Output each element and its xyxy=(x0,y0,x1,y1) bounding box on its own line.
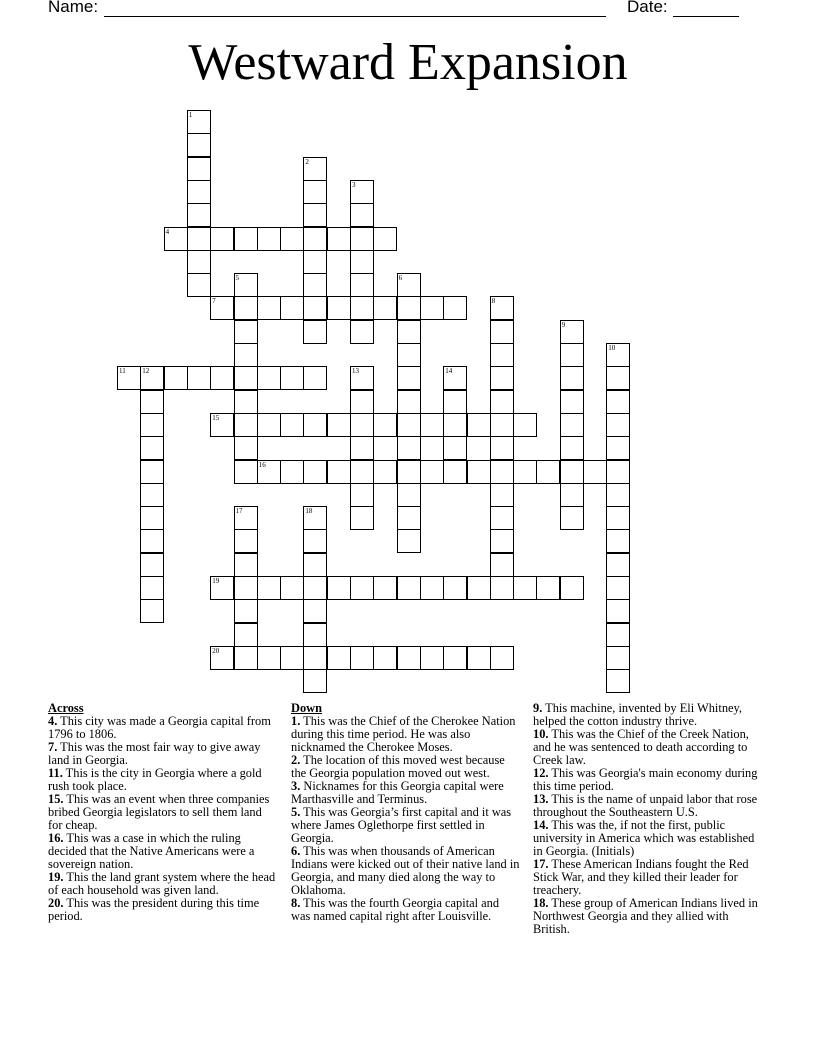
crossword-cell[interactable] xyxy=(490,320,514,344)
crossword-cell[interactable] xyxy=(560,436,584,460)
crossword-cell[interactable] xyxy=(210,366,234,390)
date-label: Date: xyxy=(627,0,668,16)
crossword-cell[interactable] xyxy=(187,227,211,251)
crossword-cell[interactable] xyxy=(280,413,304,437)
crossword-cell[interactable] xyxy=(140,436,164,460)
across-clue xyxy=(48,793,276,832)
down-clue xyxy=(533,858,765,897)
across-clues-column xyxy=(48,702,276,923)
crossword-cell[interactable] xyxy=(327,460,351,484)
crossword-cell[interactable] xyxy=(513,413,537,437)
clue-number: 20. xyxy=(48,896,64,910)
crossword-cell[interactable] xyxy=(606,529,630,553)
down-clue xyxy=(533,767,765,793)
crossword-cell[interactable] xyxy=(606,646,630,670)
down-clue xyxy=(291,754,521,780)
clue-number: 10. xyxy=(533,727,549,741)
crossword-cell[interactable] xyxy=(234,436,258,460)
crossword-cell[interactable] xyxy=(513,576,537,600)
crossword-cell[interactable] xyxy=(350,366,374,390)
crossword-cell[interactable] xyxy=(234,506,258,530)
crossword-cell[interactable] xyxy=(234,623,258,647)
across-clue xyxy=(48,715,276,741)
crossword-cell[interactable] xyxy=(350,273,374,297)
clue-number-label: 11 xyxy=(119,367,126,376)
down-clue xyxy=(291,780,521,806)
crossword-cell[interactable] xyxy=(350,227,374,251)
crossword-cell[interactable] xyxy=(373,646,397,670)
crossword-cell[interactable] xyxy=(257,460,281,484)
down-clue xyxy=(291,806,521,845)
crossword-cell[interactable] xyxy=(234,460,258,484)
crossword-cell[interactable] xyxy=(210,296,234,320)
clue-text: Nicknames for this Georgia capital were Marthasville and Terminus. xyxy=(291,779,504,806)
crossword-cell[interactable] xyxy=(467,413,491,437)
crossword-cell[interactable] xyxy=(536,460,560,484)
crossword-cell[interactable] xyxy=(606,623,630,647)
crossword-cell[interactable] xyxy=(443,296,467,320)
crossword-cell[interactable] xyxy=(350,506,374,530)
crossword-cell[interactable] xyxy=(560,460,584,484)
crossword-cell[interactable] xyxy=(397,273,421,297)
crossword-cell[interactable] xyxy=(234,273,258,297)
crossword-cell[interactable] xyxy=(303,227,327,251)
crossword-cell[interactable] xyxy=(234,413,258,437)
crossword-cell[interactable] xyxy=(187,110,211,134)
crossword-cell[interactable] xyxy=(350,320,374,344)
crossword-cell[interactable] xyxy=(443,646,467,670)
crossword-cell[interactable] xyxy=(280,227,304,251)
name-label: Name: xyxy=(48,0,99,16)
crossword-cell[interactable] xyxy=(303,669,327,693)
crossword-cell[interactable] xyxy=(397,460,421,484)
clue-number: 15. xyxy=(48,792,64,806)
crossword-cell[interactable] xyxy=(373,576,397,600)
clue-number-label: 5 xyxy=(235,274,239,283)
crossword-cell[interactable] xyxy=(560,413,584,437)
crossword-cell[interactable] xyxy=(164,227,188,251)
crossword-cell[interactable] xyxy=(373,413,397,437)
crossword-cell[interactable] xyxy=(187,133,211,157)
crossword-cell[interactable] xyxy=(420,413,444,437)
across-clue xyxy=(48,741,276,767)
crossword-cell[interactable] xyxy=(490,506,514,530)
crossword-cell[interactable] xyxy=(234,576,258,600)
crossword-cell[interactable] xyxy=(560,483,584,507)
crossword-cell[interactable] xyxy=(490,390,514,414)
crossword-cell[interactable] xyxy=(490,436,514,460)
crossword-cell[interactable] xyxy=(303,529,327,553)
down-clue xyxy=(533,793,765,819)
crossword-cell[interactable] xyxy=(490,553,514,577)
crossword-cell[interactable] xyxy=(560,320,584,344)
crossword-cell[interactable] xyxy=(373,296,397,320)
crossword-cell[interactable] xyxy=(257,296,281,320)
crossword-cell[interactable] xyxy=(443,413,467,437)
crossword-cell[interactable] xyxy=(350,296,374,320)
crossword-cell[interactable] xyxy=(303,460,327,484)
across-clue xyxy=(48,832,276,871)
crossword-cell[interactable] xyxy=(303,366,327,390)
crossword-cell[interactable] xyxy=(234,227,258,251)
crossword-cell[interactable] xyxy=(560,576,584,600)
down-clues-column-continued xyxy=(533,702,765,936)
crossword-cell[interactable] xyxy=(303,646,327,670)
crossword-cell[interactable] xyxy=(443,576,467,600)
crossword-cell[interactable] xyxy=(420,460,444,484)
clue-text: This was when thousands of American Indians were kicked out of their native land in Georgia, and many died along the way to Oklahoma. xyxy=(291,844,520,897)
crossword-cell[interactable] xyxy=(490,413,514,437)
across-clue xyxy=(48,767,276,793)
clue-text: This was the Chief of the Creek Nation, and he was sentenced to death according to Creek law. xyxy=(533,727,749,767)
clue-number: 2. xyxy=(291,753,301,767)
crossword-cell[interactable] xyxy=(350,460,374,484)
crossword-cell[interactable] xyxy=(443,460,467,484)
clue-number: 8. xyxy=(291,896,301,910)
clue-number: 3. xyxy=(291,779,301,793)
clue-number: 14. xyxy=(533,818,549,832)
crossword-cell[interactable] xyxy=(490,483,514,507)
crossword-cell[interactable] xyxy=(606,483,630,507)
crossword-cell[interactable] xyxy=(303,413,327,437)
clue-number-label: 19 xyxy=(212,577,220,585)
down-clue-list xyxy=(291,715,521,923)
crossword-cell[interactable] xyxy=(210,576,234,600)
down-clue xyxy=(291,845,521,897)
crossword-cell[interactable] xyxy=(234,646,258,670)
crossword-cell[interactable] xyxy=(373,227,397,251)
crossword-cell[interactable] xyxy=(606,366,630,390)
clue-number: 13. xyxy=(533,792,549,806)
crossword-cell[interactable] xyxy=(490,529,514,553)
crossword-cell[interactable] xyxy=(210,227,234,251)
clue-number-label: 13 xyxy=(352,367,359,376)
clue-text: This city was made a Georgia capital from 1796 to 1806. xyxy=(48,714,271,741)
crossword-cell[interactable] xyxy=(606,436,630,460)
down-clue xyxy=(533,819,765,858)
down-clues-column xyxy=(291,702,521,923)
clue-text: This the land grant system where the head of each household was given land. xyxy=(48,870,276,897)
crossword-cell[interactable] xyxy=(303,553,327,577)
crossword-cell[interactable] xyxy=(397,646,421,670)
clue-number: 17. xyxy=(533,857,549,871)
crossword-cell[interactable] xyxy=(187,366,211,390)
clue-text: This was a case in which the ruling decided that the Native Americans were a sovereign nation. xyxy=(48,831,255,871)
clue-number-label: 4 xyxy=(165,227,170,236)
crossword-cell[interactable] xyxy=(606,506,630,530)
crossword-cell[interactable] xyxy=(350,413,374,437)
crossword-cell[interactable] xyxy=(187,157,211,181)
crossword-cell[interactable] xyxy=(280,576,304,600)
clue-number-label: 2 xyxy=(305,157,309,166)
clue-text: This is the name of unpaid labor that rose throughout the Southeastern U.S. xyxy=(533,792,758,819)
crossword-cell[interactable] xyxy=(257,227,281,251)
clue-number-label: 1 xyxy=(188,111,193,119)
crossword-cell[interactable] xyxy=(303,599,327,623)
crossword-cell[interactable] xyxy=(234,343,258,367)
crossword-cell[interactable] xyxy=(350,646,374,670)
across-clue xyxy=(48,871,276,897)
crossword-cell[interactable] xyxy=(467,646,491,670)
page-title: Westward Expansion xyxy=(188,34,628,91)
crossword-cell[interactable] xyxy=(140,366,164,390)
clue-text: This is the city in Georgia where a gold rush took place. xyxy=(48,766,262,793)
crossword-cell[interactable] xyxy=(303,250,327,274)
crossword-cell[interactable] xyxy=(187,180,211,204)
crossword-cell[interactable] xyxy=(140,506,164,530)
clue-text: This was the Chief of the Cherokee Nation during this time period. He was also nicknamed the Cherokee Moses. xyxy=(291,714,516,754)
clue-text: This was the fourth Georgia capital and was named capital right after Louisville. xyxy=(291,896,500,923)
crossword-cell[interactable] xyxy=(490,460,514,484)
crossword-cell[interactable] xyxy=(420,296,444,320)
clue-number-label: 17 xyxy=(235,507,243,516)
across-clue-list xyxy=(48,715,276,923)
crossword-cell[interactable] xyxy=(164,366,188,390)
crossword-cell[interactable] xyxy=(606,576,630,600)
crossword-cell[interactable] xyxy=(327,296,351,320)
crossword-cell[interactable] xyxy=(397,483,421,507)
clue-number: 4. xyxy=(48,714,58,728)
crossword-cell[interactable] xyxy=(397,413,421,437)
crossword-cell[interactable] xyxy=(350,436,374,460)
clue-text: These American Indians fought the Red Stick War, and they killed their leader for treachery. xyxy=(533,857,749,897)
crossword-cell[interactable] xyxy=(210,413,234,437)
crossword-cell[interactable] xyxy=(117,366,141,390)
crossword-cell[interactable] xyxy=(234,529,258,553)
crossword-cell[interactable] xyxy=(303,623,327,647)
crossword-cell[interactable] xyxy=(536,576,560,600)
down-heading: Down xyxy=(291,701,322,715)
crossword-cell[interactable] xyxy=(140,553,164,577)
crossword-cell[interactable] xyxy=(187,273,211,297)
crossword-cell[interactable] xyxy=(513,460,537,484)
crossword-cell[interactable] xyxy=(397,529,421,553)
clue-number: 9. xyxy=(533,701,543,715)
clue-number-label: 8 xyxy=(491,297,496,306)
crossword-cell[interactable] xyxy=(443,390,467,414)
clue-number: 5. xyxy=(291,805,301,819)
crossword-cell[interactable] xyxy=(397,436,421,460)
crossword-cell[interactable] xyxy=(140,599,164,623)
crossword-cell[interactable] xyxy=(606,553,630,577)
crossword-cell[interactable] xyxy=(140,413,164,437)
crossword-cell[interactable] xyxy=(467,576,491,600)
across-clue xyxy=(48,897,276,923)
clue-text: This was the president during this time period. xyxy=(48,896,260,923)
crossword-cell[interactable] xyxy=(303,180,327,204)
down-clue xyxy=(533,728,765,767)
crossword-cell[interactable] xyxy=(234,296,258,320)
clue-number-label: 9 xyxy=(561,320,566,329)
clue-number: 1. xyxy=(291,714,301,728)
clue-text: This was the most fair way to give away land in Georgia. xyxy=(48,740,261,767)
clue-number-label: 20 xyxy=(212,646,220,655)
crossword-cell[interactable] xyxy=(420,576,444,600)
clue-number: 12. xyxy=(533,766,549,780)
crossword-cell[interactable] xyxy=(560,506,584,530)
clue-text: The location of this moved west because the Georgia population moved out west. xyxy=(291,753,505,780)
crossword-cell[interactable] xyxy=(560,366,584,390)
crossword-cell[interactable] xyxy=(234,320,258,344)
clue-number-label: 16 xyxy=(258,460,266,469)
crossword-cell[interactable] xyxy=(397,320,421,344)
crossword-cell[interactable] xyxy=(350,180,374,204)
across-heading: Across xyxy=(48,701,84,715)
clue-number: 6. xyxy=(291,844,301,858)
crossword-cell[interactable] xyxy=(257,413,281,437)
crossword-cell[interactable] xyxy=(397,390,421,414)
crossword-cell[interactable] xyxy=(350,576,374,600)
crossword-cell[interactable] xyxy=(303,203,327,227)
crossword-cell[interactable] xyxy=(606,669,630,693)
crossword-cell[interactable] xyxy=(350,203,374,227)
crossword-cell[interactable] xyxy=(234,390,258,414)
crossword-cell[interactable] xyxy=(280,460,304,484)
crossword-cell[interactable] xyxy=(234,553,258,577)
clue-number-label: 3 xyxy=(352,180,356,189)
clue-text: This was an event when three companies bribed Georgia legislators to sell them land for cheap. xyxy=(48,792,270,832)
clue-number-label: 7 xyxy=(212,297,216,306)
crossword-cell[interactable] xyxy=(397,506,421,530)
crossword-cell[interactable] xyxy=(397,576,421,600)
crossword-cell[interactable] xyxy=(490,296,514,320)
clue-number-label: 14 xyxy=(445,367,453,376)
clue-number: 11. xyxy=(48,766,63,780)
clue-number: 18. xyxy=(533,896,549,910)
crossword-cell[interactable] xyxy=(257,366,281,390)
crossword-cell[interactable] xyxy=(303,296,327,320)
crossword-cell[interactable] xyxy=(257,576,281,600)
crossword-cell[interactable] xyxy=(490,366,514,390)
crossword-cell[interactable] xyxy=(606,343,630,367)
clue-number: 19. xyxy=(48,870,64,884)
clue-number-label: 15 xyxy=(212,413,220,422)
crossword-cell[interactable] xyxy=(560,343,584,367)
down-clue xyxy=(291,897,521,923)
crossword-cell[interactable] xyxy=(490,343,514,367)
crossword-cell[interactable] xyxy=(303,576,327,600)
crossword-cell[interactable] xyxy=(140,483,164,507)
crossword-cell[interactable] xyxy=(327,576,351,600)
clue-number: 16. xyxy=(48,831,64,845)
crossword-cell[interactable] xyxy=(350,250,374,274)
crossword-cell[interactable] xyxy=(234,599,258,623)
crossword-cell[interactable] xyxy=(606,599,630,623)
clue-number-label: 18 xyxy=(305,507,313,516)
clue-number: 7. xyxy=(48,740,58,754)
crossword-cell[interactable] xyxy=(327,646,351,670)
crossword-cell[interactable] xyxy=(467,460,491,484)
crossword-cell[interactable] xyxy=(303,506,327,530)
crossword-cell[interactable] xyxy=(140,460,164,484)
crossword-cell[interactable] xyxy=(327,413,351,437)
crossword-cell[interactable] xyxy=(210,646,234,670)
clue-text: This machine, invented by Eli Whitney, helped the cotton industry thrive. xyxy=(533,701,742,728)
crossword-cell[interactable] xyxy=(303,320,327,344)
crossword-cell[interactable] xyxy=(140,390,164,414)
crossword-cell[interactable] xyxy=(490,576,514,600)
crossword-cell[interactable] xyxy=(234,366,258,390)
crossword-cell[interactable] xyxy=(187,250,211,274)
crossword-cell[interactable] xyxy=(187,203,211,227)
crossword-cell[interactable] xyxy=(373,460,397,484)
crossword-cell[interactable] xyxy=(560,390,584,414)
crossword-cell[interactable] xyxy=(140,529,164,553)
clue-text: This was Georgia's main economy during this time period. xyxy=(533,766,758,793)
crossword-cell[interactable] xyxy=(397,296,421,320)
crossword-cell[interactable] xyxy=(490,646,514,670)
clue-text: This was the, if not the first, public university in America which was established in Georgia. (Initials) xyxy=(533,818,755,858)
clue-number-label: 6 xyxy=(398,274,403,283)
clue-number-label: 12 xyxy=(142,367,150,376)
down-clue-list-continued xyxy=(533,702,765,936)
crossword-cell[interactable] xyxy=(350,483,374,507)
crossword-cell[interactable] xyxy=(443,366,467,390)
crossword-cell[interactable] xyxy=(280,646,304,670)
down-clue xyxy=(291,715,521,754)
down-clue xyxy=(533,702,765,728)
crossword-cell[interactable] xyxy=(303,157,327,181)
crossword-cell[interactable] xyxy=(397,366,421,390)
crossword-cell[interactable] xyxy=(280,366,304,390)
crossword-cell[interactable] xyxy=(140,576,164,600)
crossword-cell[interactable] xyxy=(397,343,421,367)
crossword-cell[interactable] xyxy=(350,390,374,414)
clue-number-label: 10 xyxy=(608,344,616,352)
down-clue xyxy=(533,897,765,936)
crossword-cell[interactable] xyxy=(443,436,467,460)
clue-text: These group of American Indians lived in Northwest Georgia and they allied with British. xyxy=(533,896,758,936)
crossword-cell[interactable] xyxy=(327,227,351,251)
crossword-cell[interactable] xyxy=(280,296,304,320)
crossword-cell[interactable] xyxy=(583,460,607,484)
crossword-cell[interactable] xyxy=(606,413,630,437)
crossword-cell[interactable] xyxy=(303,273,327,297)
crossword-cell[interactable] xyxy=(420,646,444,670)
crossword-cell[interactable] xyxy=(606,390,630,414)
crossword-cell[interactable] xyxy=(606,460,630,484)
crossword-cell[interactable] xyxy=(257,646,281,670)
clue-text: This was Georgia’s first capital and it was where James Oglethorpe first settled in Georgia. xyxy=(291,805,512,845)
